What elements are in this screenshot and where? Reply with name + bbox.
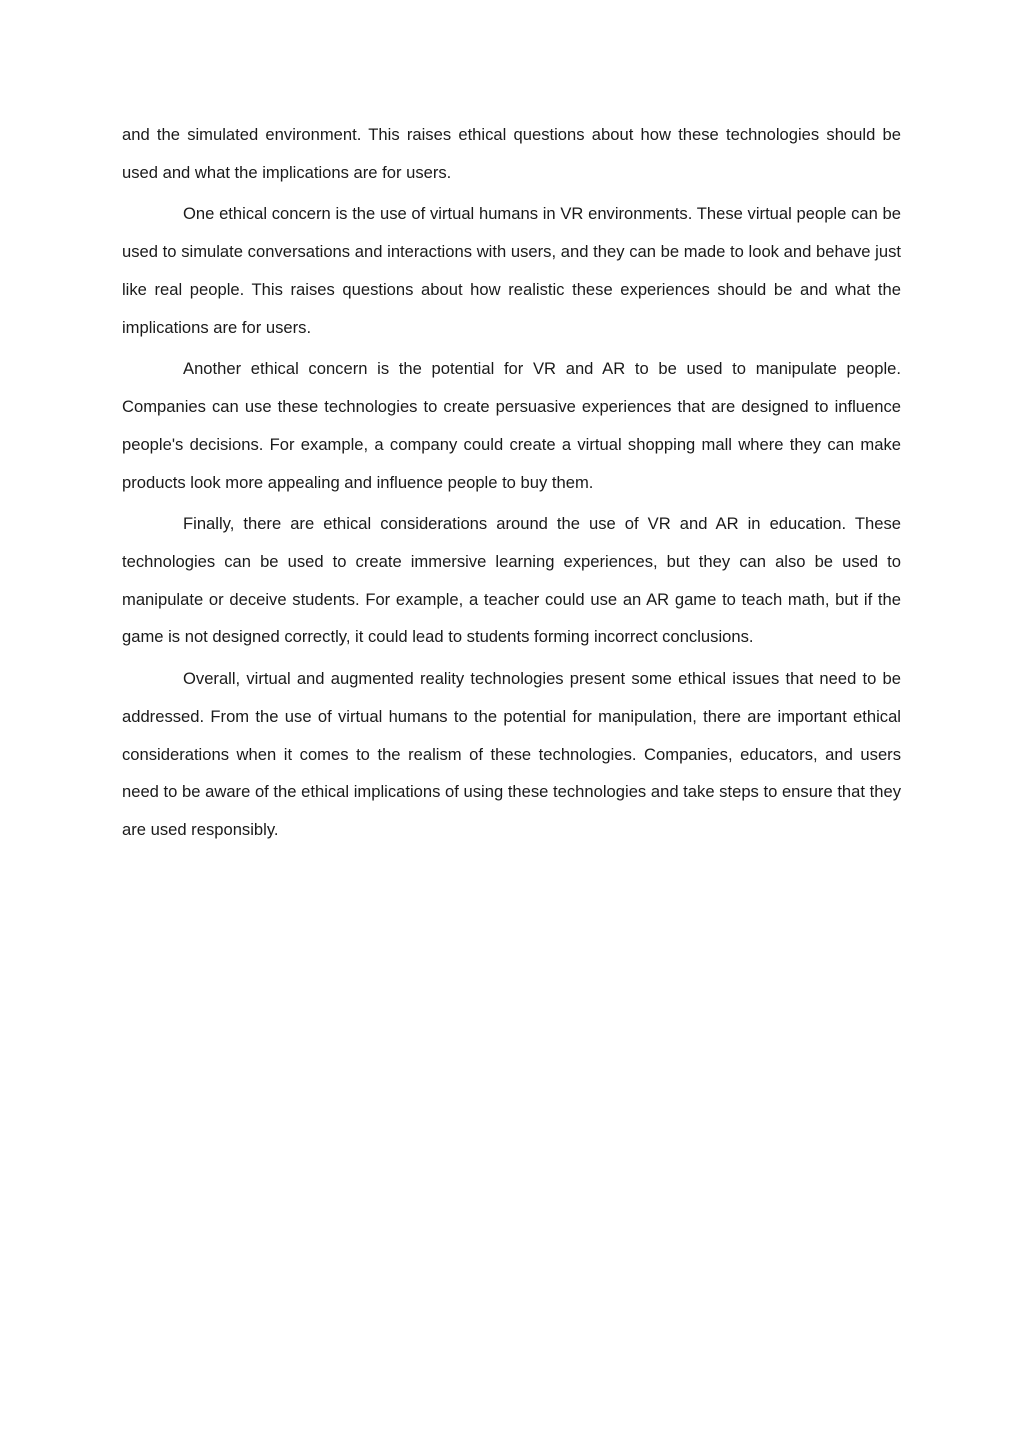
paragraph-virtual-humans: One ethical concern is the use of virtual humans in VR environments. These virtual people can be used to simulate conversations and interactions with users, and they can be made to look and behave just like real people. This raises questions about how realistic these experiences should be and what the implications are for users. bbox=[122, 204, 901, 337]
document-body bbox=[122, 116, 901, 853]
paragraph-education: Finally, there are ethical considerations around the use of VR and AR in education. These technologies can be used to create immersive learning experiences, but they can also be used to manipulate or deceive students. For example, a teacher could use an AR game to teach math, but if the game is not designed correctly, it could lead to students forming incorrect conclusions. bbox=[122, 514, 901, 647]
paragraph-continuation: and the simulated environment. This raises ethical questions about how these technologies should be used and what the implications are for users. bbox=[122, 125, 901, 182]
paragraph-conclusion: Overall, virtual and augmented reality technologies present some ethical issues that need to be addressed. From the use of virtual humans to the potential for manipulation, there are important ethical considerations when it comes to the realism of these technologies. Companies, educators, and users need to be aware of the ethical implications of using these technologies and take steps to ensure that they are used responsibly. bbox=[122, 668, 901, 840]
paragraph-manipulation: Another ethical concern is the potential for VR and AR to be used to manipulate people. Companies can use these technologies to create persuasive experiences that are designed to influence people's decisions. For example, a company could create a virtual shopping mall where they can make products look more appealing and influence people to buy them. bbox=[122, 359, 901, 492]
